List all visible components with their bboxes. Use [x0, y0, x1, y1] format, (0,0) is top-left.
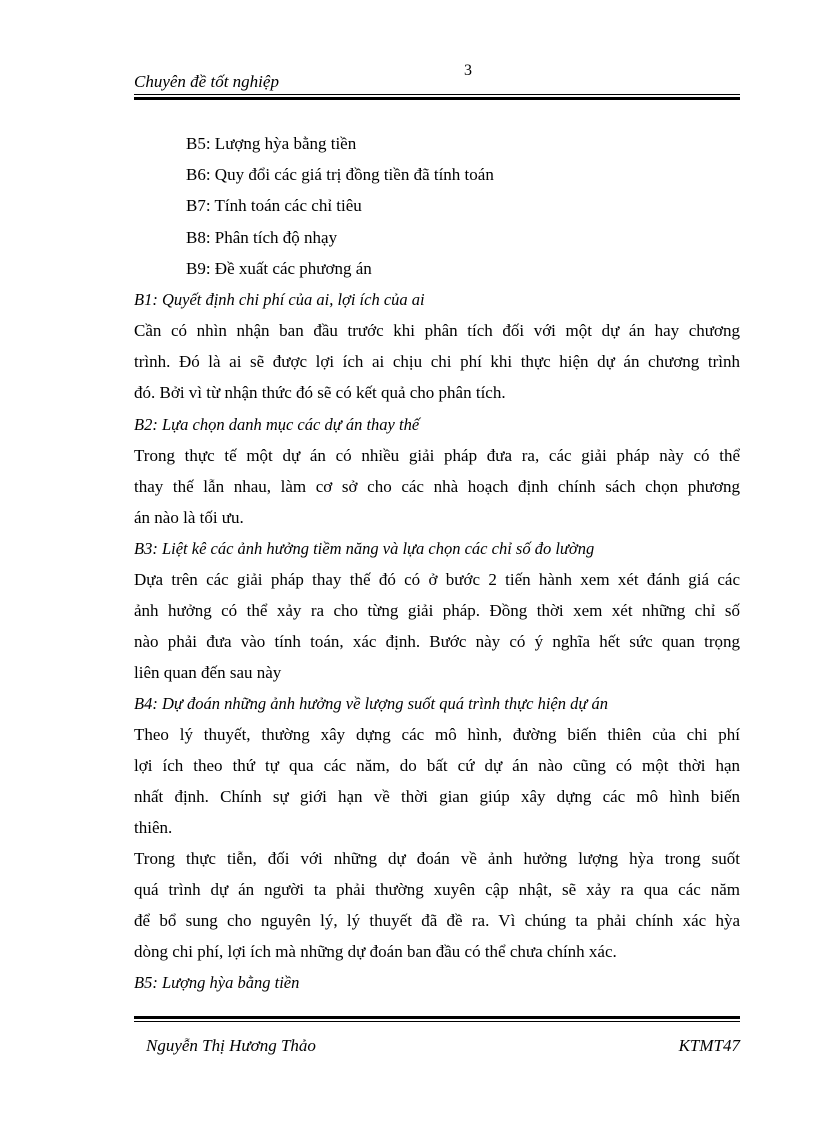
list-item: B6: Quy đổi các giá trị đồng tiền đã tính toán [186, 165, 494, 184]
footer-author: Nguyễn Thị Hương Thảo [146, 1036, 316, 1055]
paragraph-line: để bổ sung cho nguyên lý, lý thuyết đã đề ra. Vì chúng ta phải chính xác hỳa [134, 911, 740, 930]
paragraph-line: liên quan đến sau này [134, 663, 282, 682]
section-heading-b1: B1: Quyết định chi phí của ai, lợi ích của ai [134, 290, 425, 309]
paragraph-line: nào phải đưa vào tính toán, xác định. Bước này có ý nghĩa hết sức quan trọng [134, 632, 740, 651]
section-heading-b5: B5: Lượng hỳa bằng tiền [134, 973, 300, 992]
paragraph-line: thiên. [134, 818, 173, 837]
page-footer [134, 1016, 740, 1056]
paragraph-line: Trong thực tiễn, đối với những dự đoán về ảnh hưởng lượng hỳa trong suốt [134, 849, 740, 868]
list-item: B5: Lượng hỳa bằng tiền [186, 134, 357, 153]
section-heading-b4: B4: Dự đoán những ảnh hưởng về lượng suốt quá trình thực hiện dự án [134, 694, 608, 713]
footer-rule-thin [134, 1021, 740, 1022]
paragraph-line: thay thế lẫn nhau, làm cơ sở cho các nhà hoạch định chính sách chọn phương [134, 477, 740, 496]
paragraph-line: đó. Bởi vì từ nhận thức đó sẽ có kết quả cho phân tích. [134, 383, 506, 402]
header-title: Chuyên đề tốt nghiệp [134, 72, 279, 91]
list-item: B7: Tính toán các chỉ tiêu [186, 196, 362, 215]
paragraph-line: Trong thực tế một dự án có nhiều giải pháp đưa ra, các giải pháp này có thể [134, 446, 740, 465]
paragraph-line: dòng chi phí, lợi ích mà những dự đoán ban đầu có thể chưa chính xác. [134, 942, 617, 961]
paragraph-line: Theo lý thuyết, thường xây dựng các mô hình, đường biến thiên của chi phí [134, 725, 740, 744]
list-item: B8: Phân tích độ nhạy [186, 228, 338, 247]
page-header [134, 62, 740, 100]
paragraph-line: lợi ích theo thứ tự qua các năm, do bất cứ dự án nào cũng có một thời hạn [134, 756, 740, 775]
paragraph-line: nhất định. Chính sự giới hạn về thời gian giúp xây dựng các mô hình biến [134, 787, 740, 806]
paragraph-line: Dựa trên các giải pháp thay thế đó có ở bước 2 tiến hành xem xét đánh giá các [134, 570, 740, 589]
paragraph-line: Cần có nhìn nhận ban đầu trước khi phân tích đối với một dự án hay chương [134, 321, 740, 340]
page-number: 3 [464, 62, 472, 79]
header-rule-thin [134, 94, 740, 95]
list-item: B9: Đề xuất các phương án [186, 259, 372, 278]
footer-code: KTMT47 [678, 1036, 740, 1055]
paragraph-line: án nào là tối ưu. [134, 508, 244, 527]
section-heading-b2: B2: Lựa chọn danh mục các dự án thay thế [134, 415, 420, 434]
header-rule-thick [134, 97, 740, 100]
paragraph-line: quá trình dự án người ta phải thường xuyên cập nhật, sẽ xảy ra qua các năm [134, 880, 740, 899]
section-heading-b3: B3: Liệt kê các ảnh hưởng tiềm năng và lựa chọn các chỉ số đo lường [134, 539, 595, 558]
footer-rule-thick [134, 1016, 740, 1019]
paragraph-line: ảnh hưởng có thể xảy ra cho từng giải pháp. Đồng thời xem xét những chỉ số [134, 601, 740, 620]
paragraph-line: trình. Đó là ai sẽ được lợi ích ai chịu chi phí khi thực hiện dự án chương trình [134, 352, 740, 371]
